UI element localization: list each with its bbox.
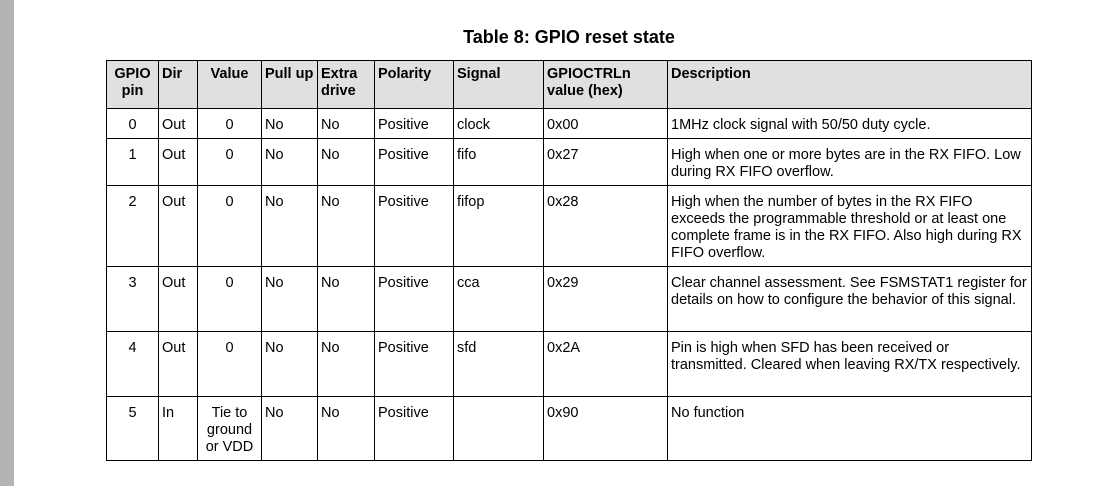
cell-description: High when the number of bytes in the RX FIFO exceeds the programmable threshold or at least one complete frame is in the RX FIFO. Also high during RX FIFO overflow. xyxy=(668,186,1032,267)
cell-value: 0 xyxy=(198,332,262,397)
cell-description: No function xyxy=(668,397,1032,461)
cell-dir: Out xyxy=(159,109,198,139)
cell-pull-up: No xyxy=(262,139,318,186)
cell-value: 0 xyxy=(198,267,262,332)
header-gpio-pin: GPIO pin xyxy=(107,61,159,109)
cell-description: Clear channel assessment. See FSMSTAT1 register for details on how to configure the behavior of this signal. xyxy=(668,267,1032,332)
cell-pin: 5 xyxy=(107,397,159,461)
page-edge-bar xyxy=(0,0,14,486)
cell-pin: 2 xyxy=(107,186,159,267)
cell-dir: In xyxy=(159,397,198,461)
cell-signal: fifop xyxy=(454,186,544,267)
cell-extra-drive: No xyxy=(318,397,375,461)
cell-gpioctrl: 0x90 xyxy=(544,397,668,461)
cell-value: 0 xyxy=(198,186,262,267)
cell-extra-drive: No xyxy=(318,267,375,332)
cell-pin: 0 xyxy=(107,109,159,139)
cell-dir: Out xyxy=(159,332,198,397)
gpio-reset-table xyxy=(106,60,1032,461)
cell-signal: clock xyxy=(454,109,544,139)
cell-pin: 4 xyxy=(107,332,159,397)
header-extra-drive: Extra drive xyxy=(318,61,375,109)
cell-pull-up: No xyxy=(262,267,318,332)
table-row xyxy=(107,139,1032,186)
cell-value: Tie to ground or VDD xyxy=(198,397,262,461)
header-value: Value xyxy=(198,61,262,109)
header-polarity: Polarity xyxy=(375,61,454,109)
cell-dir: Out xyxy=(159,186,198,267)
cell-polarity: Positive xyxy=(375,139,454,186)
header-row xyxy=(107,61,1032,109)
cell-extra-drive: No xyxy=(318,139,375,186)
cell-polarity: Positive xyxy=(375,109,454,139)
table-row xyxy=(107,332,1032,397)
cell-polarity: Positive xyxy=(375,267,454,332)
cell-signal: sfd xyxy=(454,332,544,397)
cell-pin: 3 xyxy=(107,267,159,332)
header-pull-up: Pull up xyxy=(262,61,318,109)
cell-description: High when one or more bytes are in the RX FIFO. Low during RX FIFO overflow. xyxy=(668,139,1032,186)
header-dir: Dir xyxy=(159,61,198,109)
cell-signal: cca xyxy=(454,267,544,332)
cell-pull-up: No xyxy=(262,186,318,267)
cell-pin: 1 xyxy=(107,139,159,186)
cell-dir: Out xyxy=(159,267,198,332)
cell-extra-drive: No xyxy=(318,109,375,139)
table-row xyxy=(107,186,1032,267)
cell-polarity: Positive xyxy=(375,186,454,267)
cell-signal: fifo xyxy=(454,139,544,186)
cell-pull-up: No xyxy=(262,109,318,139)
cell-gpioctrl: 0x29 xyxy=(544,267,668,332)
cell-extra-drive: No xyxy=(318,186,375,267)
header-signal: Signal xyxy=(454,61,544,109)
cell-gpioctrl: 0x2A xyxy=(544,332,668,397)
cell-extra-drive: No xyxy=(318,332,375,397)
cell-polarity: Positive xyxy=(375,332,454,397)
cell-signal xyxy=(454,397,544,461)
cell-gpioctrl: 0x28 xyxy=(544,186,668,267)
header-description: Description xyxy=(668,61,1032,109)
cell-description: Pin is high when SFD has been received or transmitted. Cleared when leaving RX/TX respectively. xyxy=(668,332,1032,397)
cell-value: 0 xyxy=(198,139,262,186)
cell-pull-up: No xyxy=(262,332,318,397)
table-caption: Table 8: GPIO reset state xyxy=(463,27,675,47)
header-gpioctrl: GPIOCTRLn value (hex) xyxy=(544,61,668,109)
cell-gpioctrl: 0x27 xyxy=(544,139,668,186)
cell-polarity: Positive xyxy=(375,397,454,461)
cell-value: 0 xyxy=(198,109,262,139)
cell-pull-up: No xyxy=(262,397,318,461)
cell-dir: Out xyxy=(159,139,198,186)
table-row xyxy=(107,267,1032,332)
cell-description: 1MHz clock signal with 50/50 duty cycle. xyxy=(668,109,1032,139)
table-row xyxy=(107,109,1032,139)
cell-gpioctrl: 0x00 xyxy=(544,109,668,139)
table-row xyxy=(107,397,1032,461)
